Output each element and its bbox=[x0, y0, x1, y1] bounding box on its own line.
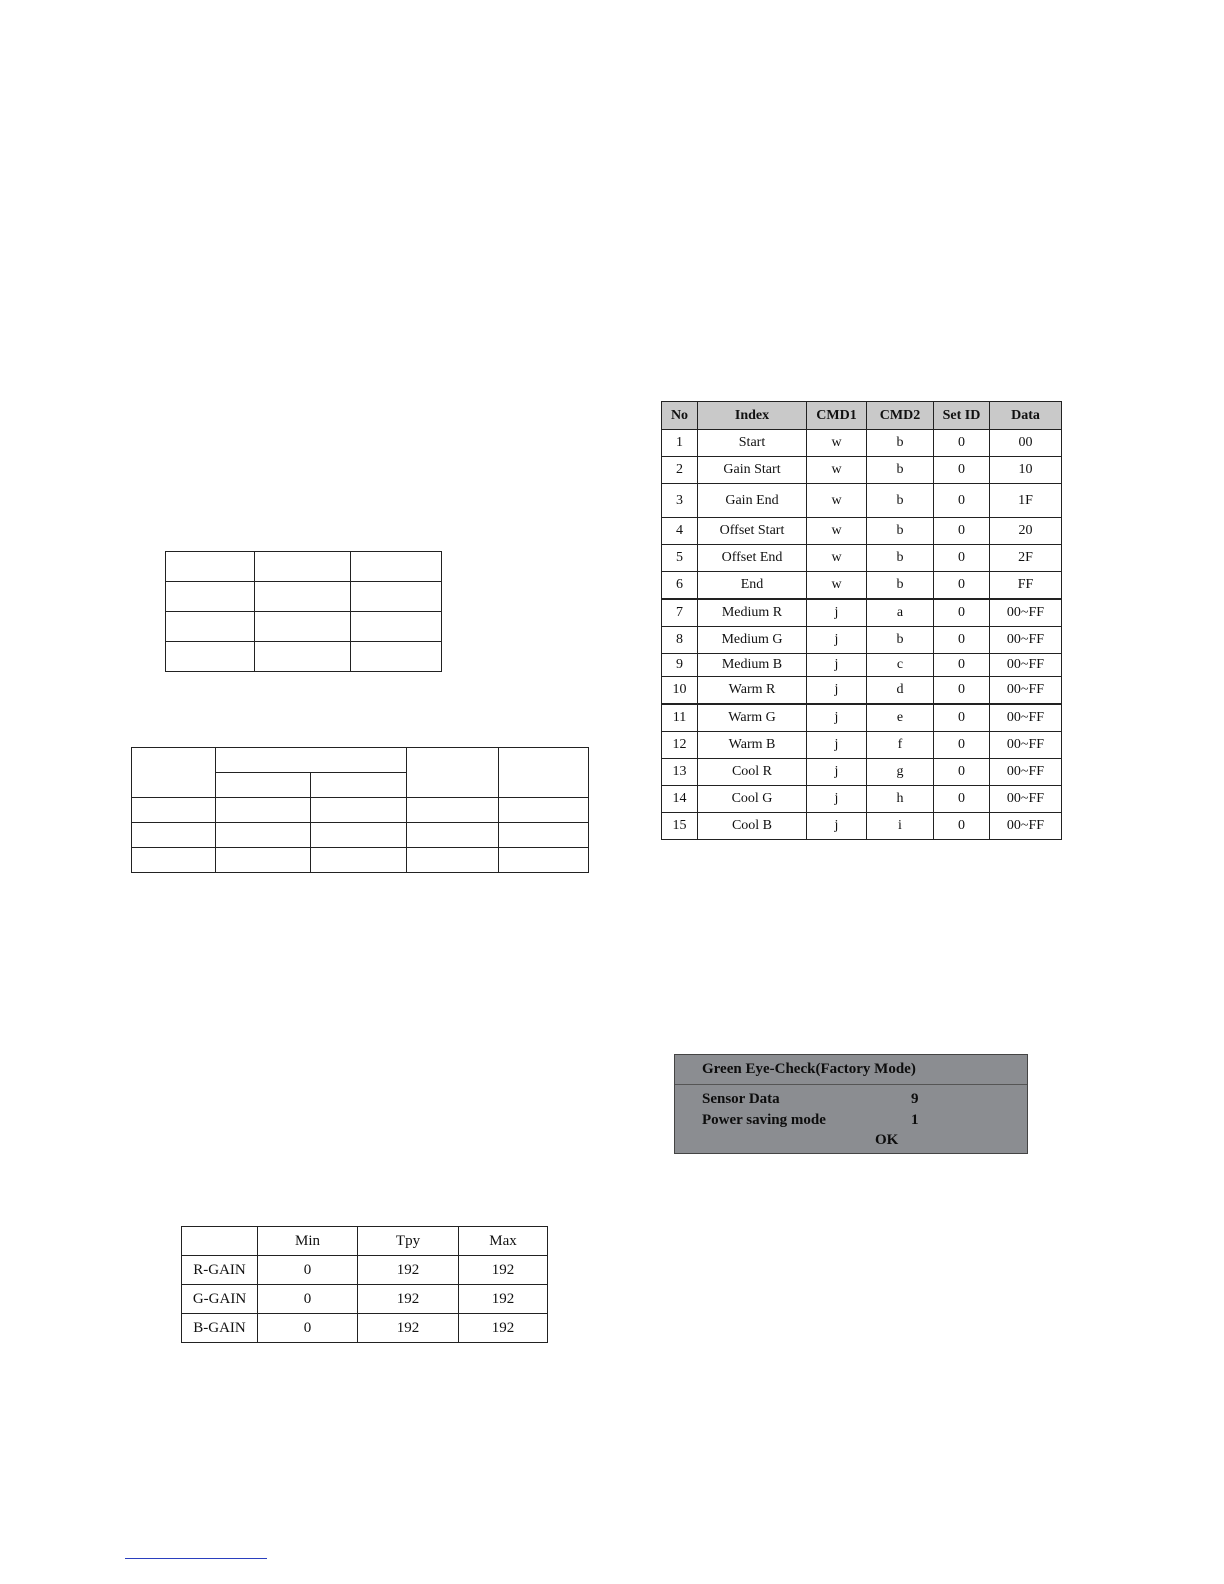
command-table-cell: 8 bbox=[662, 627, 698, 654]
command-table-cell: 00~FF bbox=[990, 704, 1062, 732]
command-table-cell: 00~FF bbox=[990, 732, 1062, 759]
gain-table-row bbox=[182, 1285, 548, 1314]
command-table-cell: 00~FF bbox=[990, 627, 1062, 654]
header-cmd2: CMD2 bbox=[867, 402, 934, 430]
table-cell bbox=[132, 798, 216, 823]
command-table-row bbox=[662, 759, 1062, 786]
command-table-cell: 10 bbox=[990, 457, 1062, 484]
command-table-cell: b bbox=[867, 484, 934, 518]
empty-table-2 bbox=[131, 747, 589, 873]
gain-row-label: R-GAIN bbox=[182, 1256, 258, 1285]
command-table-row bbox=[662, 732, 1062, 759]
command-table-cell: j bbox=[807, 732, 867, 759]
command-table-cell: 00~FF bbox=[990, 599, 1062, 627]
command-table-row bbox=[662, 677, 1062, 705]
command-table-row bbox=[662, 786, 1062, 813]
table-cell bbox=[499, 848, 589, 873]
command-table-cell: 11 bbox=[662, 704, 698, 732]
gain-cell: 192 bbox=[358, 1256, 459, 1285]
table-cell bbox=[351, 612, 442, 642]
gain-cell: 192 bbox=[459, 1314, 548, 1343]
command-table-cell: 0 bbox=[934, 654, 990, 677]
gain-row-label: B-GAIN bbox=[182, 1314, 258, 1343]
command-table-cell: 5 bbox=[662, 545, 698, 572]
table-row bbox=[132, 848, 589, 873]
gain-cell: 192 bbox=[358, 1314, 459, 1343]
command-table-cell: a bbox=[867, 599, 934, 627]
command-table-cell: 00~FF bbox=[990, 786, 1062, 813]
command-table-cell: b bbox=[867, 572, 934, 600]
table-cell bbox=[499, 823, 589, 848]
command-table-cell: j bbox=[807, 599, 867, 627]
command-table-cell: j bbox=[807, 654, 867, 677]
table-cell bbox=[311, 798, 407, 823]
footer-rule bbox=[125, 1558, 267, 1559]
header-cmd1: CMD1 bbox=[807, 402, 867, 430]
command-table-cell: Start bbox=[698, 430, 807, 457]
table-cell bbox=[132, 848, 216, 873]
gain-cell: 192 bbox=[459, 1285, 548, 1314]
gain-cell: 0 bbox=[258, 1314, 358, 1343]
power-saving-value: 1 bbox=[911, 1112, 919, 1128]
command-table-cell: b bbox=[867, 457, 934, 484]
command-table-cell: b bbox=[867, 545, 934, 572]
table-cell bbox=[216, 798, 311, 823]
table-cell bbox=[311, 848, 407, 873]
table-cell bbox=[166, 552, 255, 582]
command-table-cell: 0 bbox=[934, 545, 990, 572]
command-table-cell: 0 bbox=[934, 627, 990, 654]
command-table-row bbox=[662, 518, 1062, 545]
command-table-cell: 6 bbox=[662, 572, 698, 600]
command-table-cell: 2F bbox=[990, 545, 1062, 572]
table-row bbox=[166, 642, 442, 672]
command-table-cell: f bbox=[867, 732, 934, 759]
command-table-row bbox=[662, 654, 1062, 677]
command-table-cell: 00 bbox=[990, 430, 1062, 457]
command-table-cell: j bbox=[807, 704, 867, 732]
command-table-cell: w bbox=[807, 518, 867, 545]
command-table-cell: Warm R bbox=[698, 677, 807, 705]
command-table-row bbox=[662, 484, 1062, 518]
command-table-cell: 10 bbox=[662, 677, 698, 705]
command-table-cell: 0 bbox=[934, 599, 990, 627]
command-table-cell: g bbox=[867, 759, 934, 786]
header-set-id: Set ID bbox=[934, 402, 990, 430]
command-table-cell: c bbox=[867, 654, 934, 677]
header-index: Index bbox=[698, 402, 807, 430]
command-table-cell: End bbox=[698, 572, 807, 600]
command-table-cell: 0 bbox=[934, 786, 990, 813]
command-table-cell: 3 bbox=[662, 484, 698, 518]
table-cell bbox=[499, 798, 589, 823]
table-cell bbox=[407, 798, 499, 823]
gain-table-header-row bbox=[182, 1227, 548, 1256]
table-row bbox=[132, 823, 589, 848]
command-table-row bbox=[662, 430, 1062, 457]
table-cell bbox=[255, 612, 351, 642]
table-cell bbox=[311, 823, 407, 848]
command-table-cell: 20 bbox=[990, 518, 1062, 545]
command-table-cell: Gain Start bbox=[698, 457, 807, 484]
command-table-cell: 0 bbox=[934, 430, 990, 457]
command-table-cell: 00~FF bbox=[990, 677, 1062, 705]
table-cell bbox=[499, 748, 589, 798]
table-cell bbox=[216, 823, 311, 848]
sensor-data-value: 9 bbox=[911, 1091, 919, 1107]
command-table-header-row bbox=[662, 402, 1062, 430]
command-table-cell: Medium R bbox=[698, 599, 807, 627]
gain-header-cell: Tpy bbox=[358, 1227, 459, 1256]
command-table-cell: FF bbox=[990, 572, 1062, 600]
table-row bbox=[166, 612, 442, 642]
gain-table-row bbox=[182, 1314, 548, 1343]
command-table-cell: 00~FF bbox=[990, 654, 1062, 677]
table-cell bbox=[351, 582, 442, 612]
dialog-title-bar bbox=[675, 1055, 1027, 1085]
command-table-row bbox=[662, 545, 1062, 572]
header-data: Data bbox=[990, 402, 1062, 430]
command-table bbox=[661, 401, 1062, 840]
command-table-cell: 15 bbox=[662, 813, 698, 840]
table-cell bbox=[166, 642, 255, 672]
table-cell bbox=[407, 748, 499, 798]
gain-row-label: G-GAIN bbox=[182, 1285, 258, 1314]
power-saving-label: Power saving mode bbox=[702, 1112, 826, 1128]
table-cell bbox=[351, 552, 442, 582]
table-cell bbox=[255, 552, 351, 582]
empty-table-1 bbox=[165, 551, 442, 672]
ok-button[interactable]: OK bbox=[875, 1132, 899, 1148]
command-table-cell: Offset End bbox=[698, 545, 807, 572]
gain-header-cell: Min bbox=[258, 1227, 358, 1256]
command-table-cell: b bbox=[867, 518, 934, 545]
command-table-cell: 1 bbox=[662, 430, 698, 457]
command-table-cell: d bbox=[867, 677, 934, 705]
gain-table bbox=[181, 1226, 548, 1343]
gain-cell: 0 bbox=[258, 1285, 358, 1314]
command-table-cell: 4 bbox=[662, 518, 698, 545]
table-row bbox=[166, 582, 442, 612]
table-cell bbox=[311, 773, 407, 798]
gain-cell: 192 bbox=[358, 1285, 459, 1314]
command-table-cell: 0 bbox=[934, 677, 990, 705]
table-row bbox=[132, 798, 589, 823]
command-table-cell: 1F bbox=[990, 484, 1062, 518]
table-cell bbox=[166, 612, 255, 642]
command-table-cell: 9 bbox=[662, 654, 698, 677]
command-table-row bbox=[662, 572, 1062, 600]
command-table-cell: w bbox=[807, 457, 867, 484]
sensor-data-label: Sensor Data bbox=[702, 1091, 780, 1107]
table-cell bbox=[407, 823, 499, 848]
command-table-cell: Offset Start bbox=[698, 518, 807, 545]
gain-cell: 192 bbox=[459, 1256, 548, 1285]
command-table-cell: b bbox=[867, 430, 934, 457]
table-cell bbox=[166, 582, 255, 612]
table-cell bbox=[255, 642, 351, 672]
command-table-cell: j bbox=[807, 786, 867, 813]
command-table-cell: 13 bbox=[662, 759, 698, 786]
command-table-row bbox=[662, 813, 1062, 840]
command-table-cell: 12 bbox=[662, 732, 698, 759]
command-table-cell: Medium G bbox=[698, 627, 807, 654]
command-table-cell: 0 bbox=[934, 759, 990, 786]
command-table-cell: Medium B bbox=[698, 654, 807, 677]
command-table-row bbox=[662, 704, 1062, 732]
command-table-cell: 00~FF bbox=[990, 813, 1062, 840]
gain-header-cell bbox=[182, 1227, 258, 1256]
command-table-cell: 0 bbox=[934, 484, 990, 518]
table-cell bbox=[132, 823, 216, 848]
command-table-cell: Gain End bbox=[698, 484, 807, 518]
command-table-cell: i bbox=[867, 813, 934, 840]
command-table-row bbox=[662, 599, 1062, 627]
command-table-cell: w bbox=[807, 430, 867, 457]
command-table-row bbox=[662, 457, 1062, 484]
factory-mode-dialog bbox=[674, 1054, 1028, 1154]
command-table-body bbox=[662, 430, 1062, 840]
table-cell bbox=[407, 848, 499, 873]
header-no: No bbox=[662, 402, 698, 430]
table-cell bbox=[132, 748, 216, 798]
command-table-cell: Cool G bbox=[698, 786, 807, 813]
gain-cell: 0 bbox=[258, 1256, 358, 1285]
command-table-cell: 7 bbox=[662, 599, 698, 627]
command-table-cell: w bbox=[807, 545, 867, 572]
command-table-cell: 00~FF bbox=[990, 759, 1062, 786]
table-cell bbox=[255, 582, 351, 612]
table-row bbox=[166, 552, 442, 582]
command-table-row bbox=[662, 627, 1062, 654]
command-table-cell: w bbox=[807, 572, 867, 600]
command-table-cell: e bbox=[867, 704, 934, 732]
command-table-cell: j bbox=[807, 813, 867, 840]
command-table-cell: j bbox=[807, 677, 867, 705]
gain-header-cell: Max bbox=[459, 1227, 548, 1256]
command-table-cell: Warm G bbox=[698, 704, 807, 732]
table-cell bbox=[216, 748, 407, 773]
dialog-title: Green Eye-Check(Factory Mode) bbox=[702, 1061, 916, 1077]
table-header-row bbox=[132, 748, 589, 773]
command-table-cell: Cool R bbox=[698, 759, 807, 786]
command-table-cell: 2 bbox=[662, 457, 698, 484]
command-table-cell: 0 bbox=[934, 732, 990, 759]
command-table-cell: b bbox=[867, 627, 934, 654]
command-table-cell: 0 bbox=[934, 813, 990, 840]
command-table-cell: j bbox=[807, 759, 867, 786]
command-table-cell: Cool B bbox=[698, 813, 807, 840]
command-table-cell: h bbox=[867, 786, 934, 813]
table-cell bbox=[216, 773, 311, 798]
command-table-cell: w bbox=[807, 484, 867, 518]
command-table-cell: j bbox=[807, 627, 867, 654]
table-cell bbox=[351, 642, 442, 672]
command-table-cell: 0 bbox=[934, 704, 990, 732]
command-table-cell: 0 bbox=[934, 518, 990, 545]
command-table-cell: 14 bbox=[662, 786, 698, 813]
command-table-cell: 0 bbox=[934, 572, 990, 600]
command-table-cell: 0 bbox=[934, 457, 990, 484]
gain-table-row bbox=[182, 1256, 548, 1285]
table-cell bbox=[216, 848, 311, 873]
command-table-cell: Warm B bbox=[698, 732, 807, 759]
